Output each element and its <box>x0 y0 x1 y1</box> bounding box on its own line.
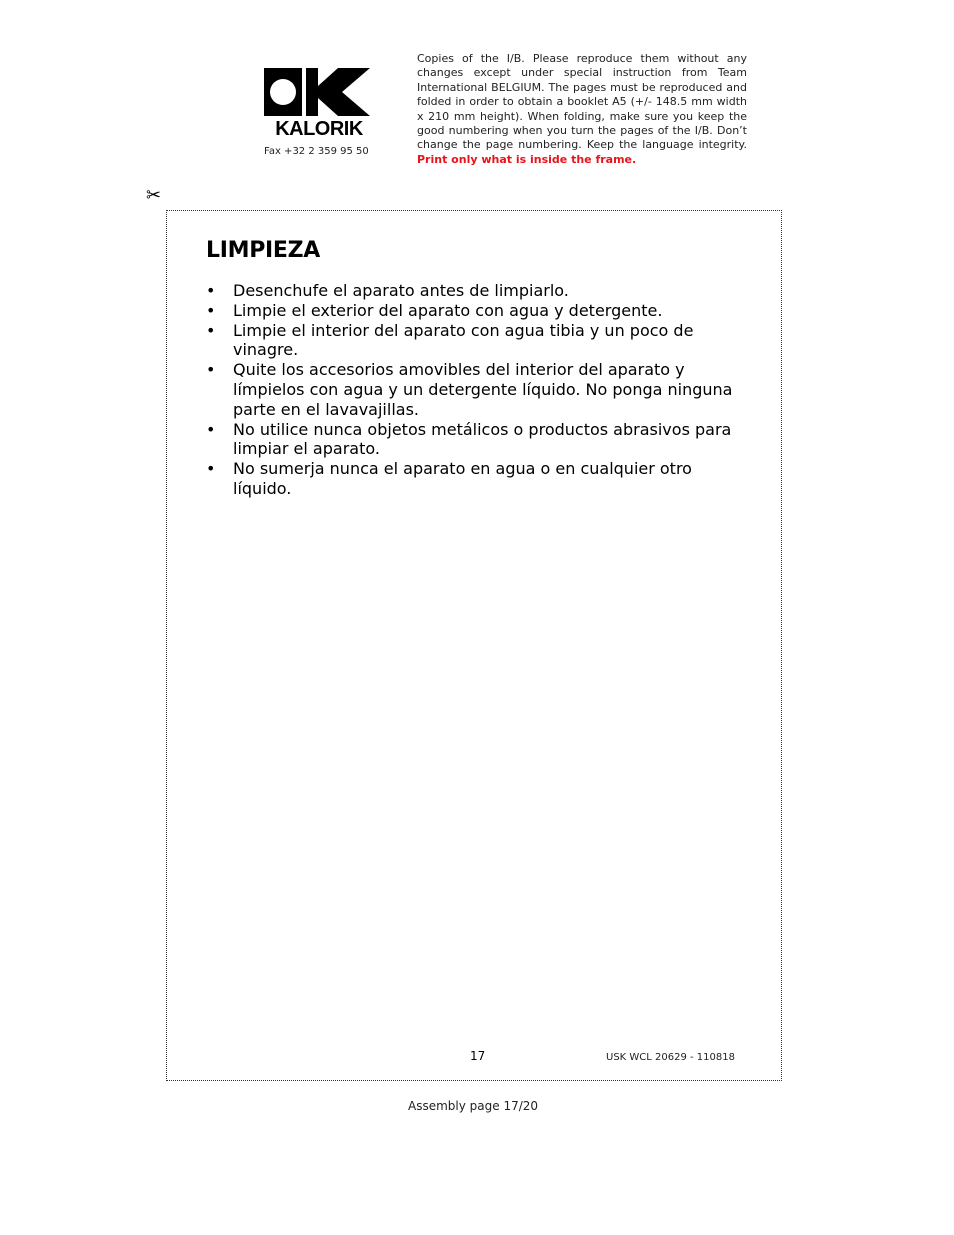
assembly-page: Assembly page 17/20 <box>408 1099 539 1113</box>
document-code: USK WCL 20629 - 110818 <box>606 1052 735 1063</box>
list-item: • No sumerja nunca el aparato en agua o en cualquier otro líquido. <box>206 459 746 499</box>
instructions-text: Copies of the I/B. Please reproduce them without any changes except under special instruction from Team International BELGIUM. The pages must be reproduced and folded in order to obtain a booklet A5 (+/- 148.5 mm width x 210 mm height). When folding, make sure you keep the good numbering when you turn the pages of the I/B. Don’t change the page numbering. Keep the language integrity. <box>417 52 747 152</box>
list-item: • Limpie el exterior del aparato con agua y detergente. <box>206 301 746 321</box>
list-item: • Desenchufe el aparato antes de limpiarlo. <box>206 281 746 301</box>
list-item: • Quite los accesorios amovibles del interior del aparato y límpielos con agua y un detergente líquido. No ponga ninguna parte en el lavavajillas. <box>206 360 746 419</box>
fax-number: Fax +32 2 359 95 50 <box>264 146 369 157</box>
section-title: LIMPIEZA <box>206 238 321 263</box>
svg-text:KALORIK: KALORIK <box>275 118 363 140</box>
scissors-icon: ✂ <box>146 185 162 206</box>
cleaning-instructions-list <box>206 281 746 499</box>
list-item: • No utilice nunca objetos metálicos o productos abrasivos para limpiar el aparato. <box>206 420 746 460</box>
list-item: • Limpie el interior del aparato con agua tibia y un poco de vinagre. <box>206 321 746 361</box>
kalorik-logo <box>264 68 374 140</box>
print-instructions <box>417 52 747 167</box>
instructions-highlight: Print only what is inside the frame. <box>417 152 637 166</box>
page-number: 17 <box>470 1049 486 1063</box>
